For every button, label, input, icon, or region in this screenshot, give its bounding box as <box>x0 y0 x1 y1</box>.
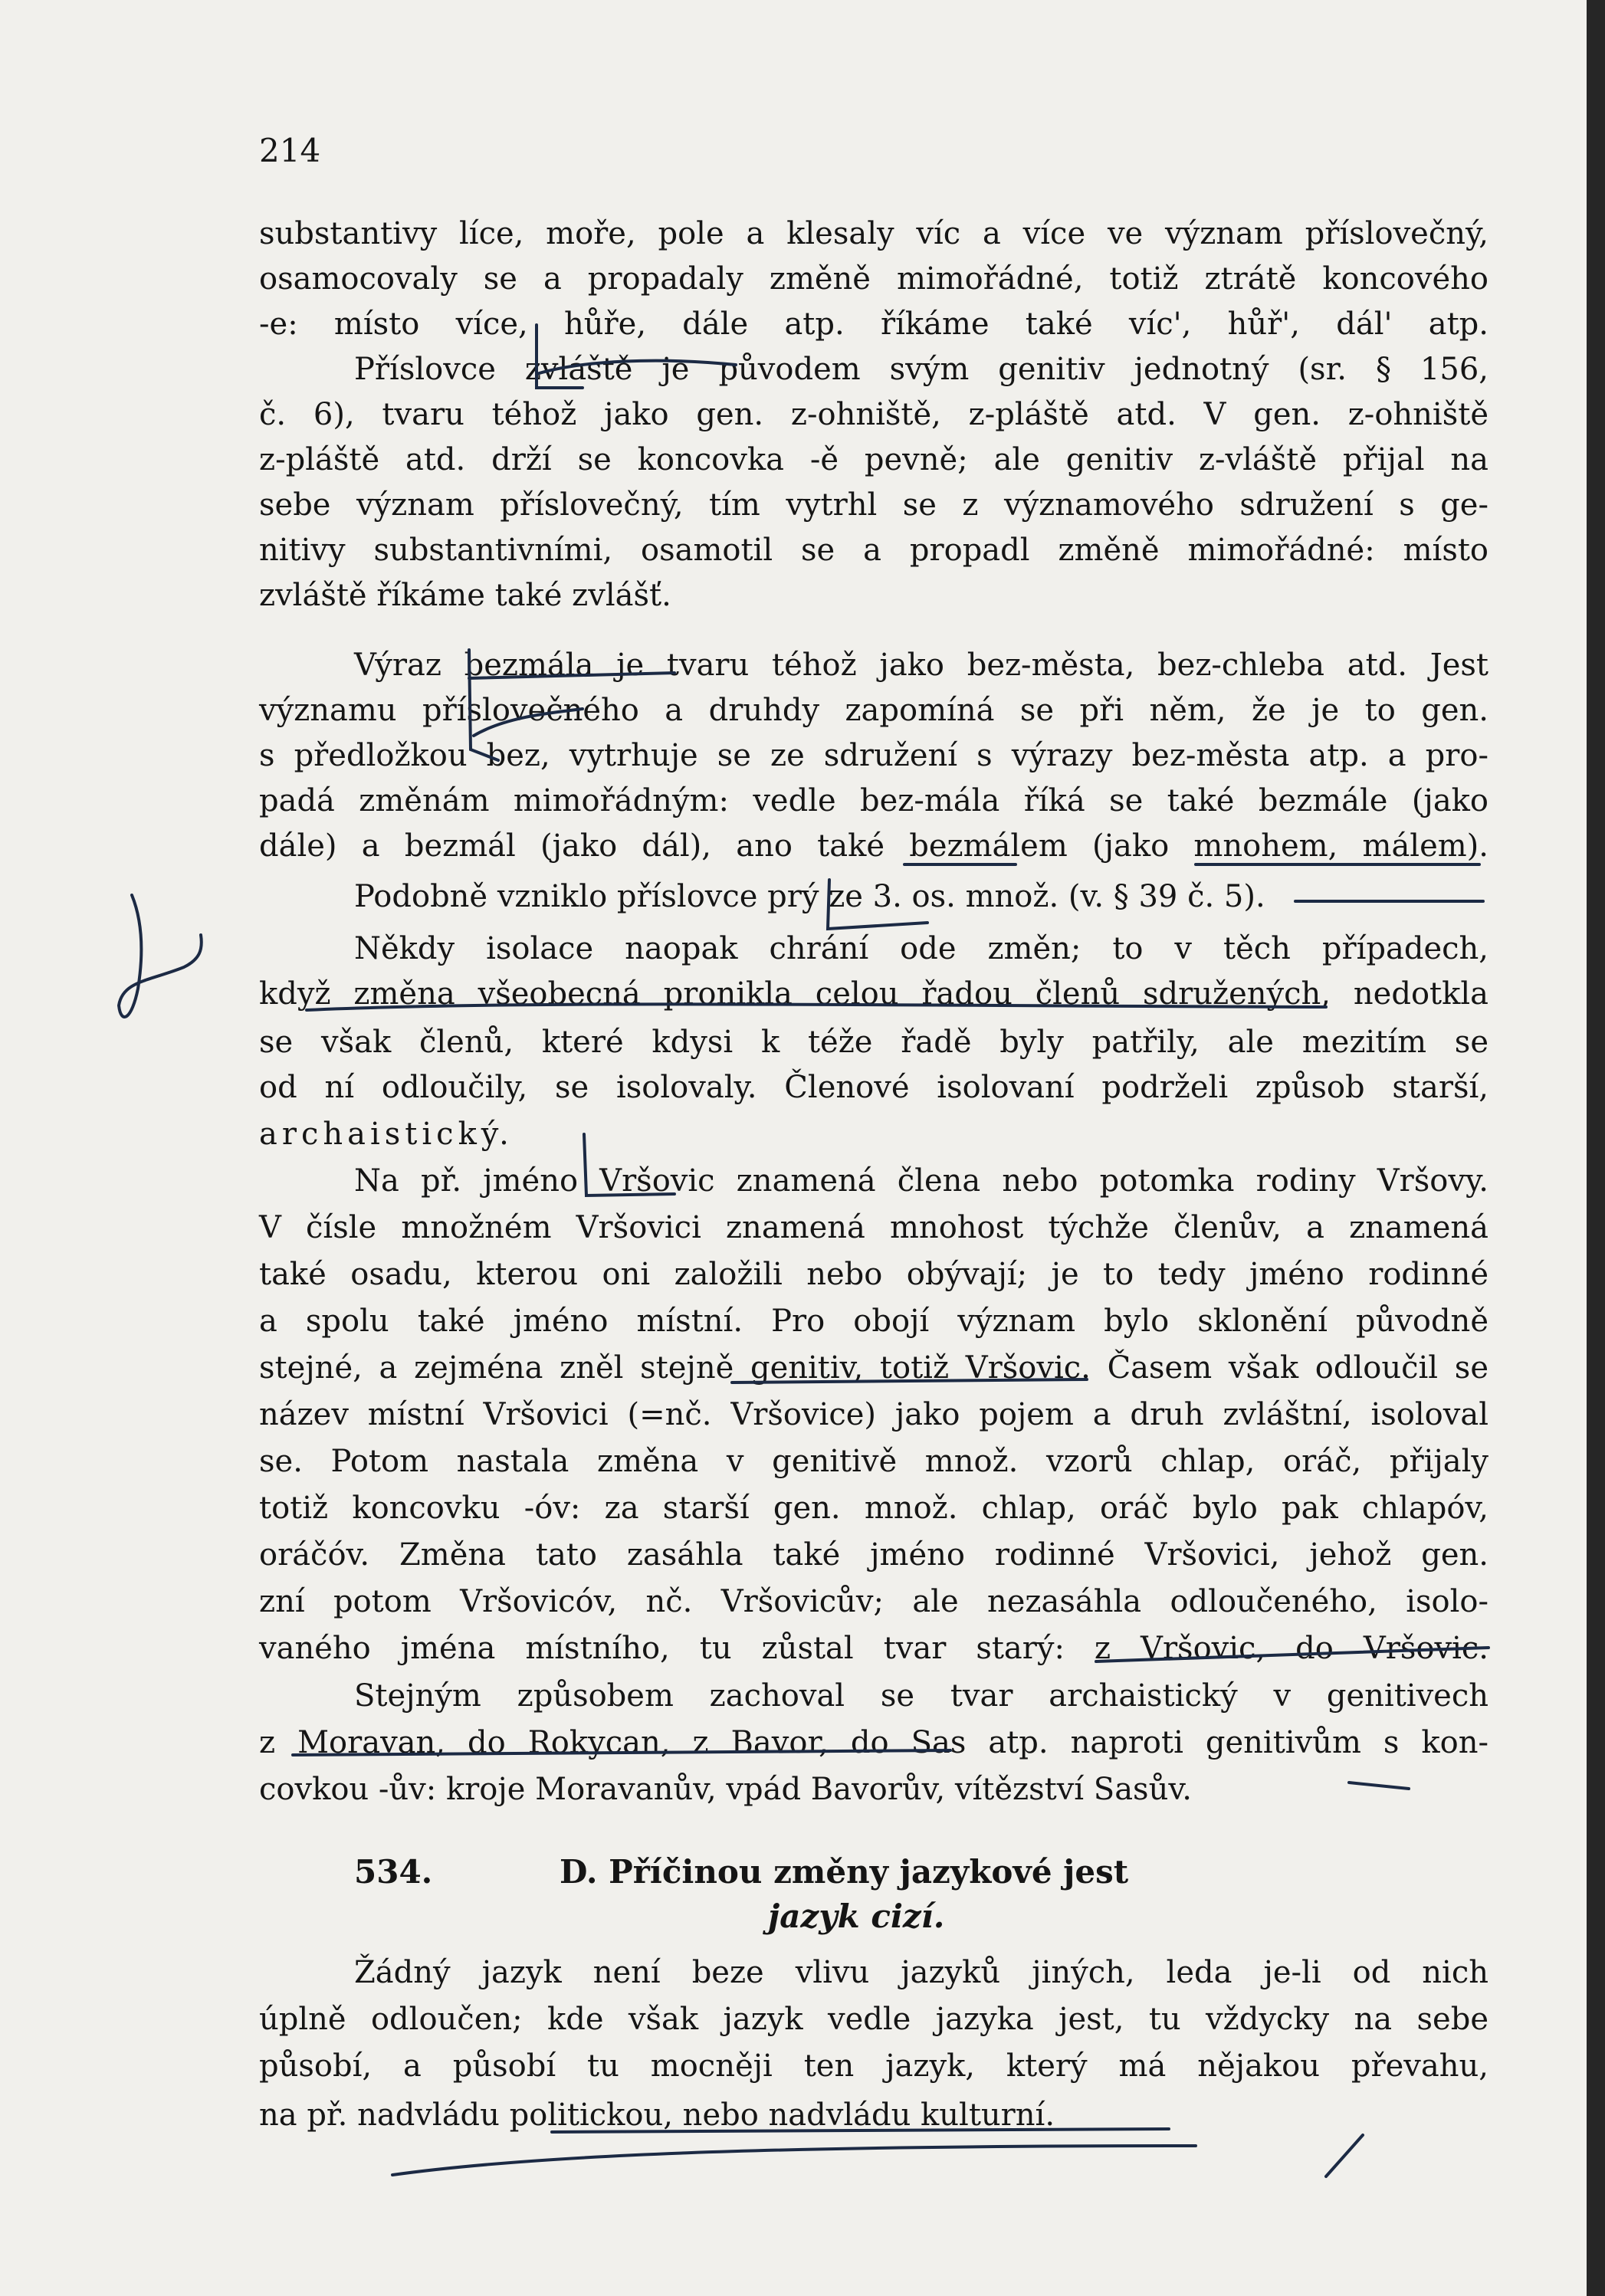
text-line: působí, a působí tu mocněji ten jazyk, který má nějakou převahu, <box>259 2048 1488 2084</box>
ink-underline <box>537 361 736 374</box>
text-line: na př. nadvládu politickou, nebo nadvládu kulturní. <box>259 2098 1055 2133</box>
text-line: č. 6), tvaru téhož jako gen. z-ohniště, z-pláště atd. V gen. z-ohniště <box>259 397 1488 432</box>
text-line: a spolu také jméno místní. Pro obojí význam bylo sklonění původně <box>259 1304 1488 1339</box>
ink-underline <box>732 1379 1087 1383</box>
text-line: také osadu, kterou oni založili nebo obývají; je to tedy jméno rodinné <box>259 1257 1488 1292</box>
ink-strike <box>552 2129 1169 2132</box>
text-line: sebe význam příslovečný, tím vytrhl se z významového sdružení s ge- <box>259 487 1488 523</box>
text-line: archaistický. <box>259 1117 514 1152</box>
text-line: se. Potom nastala změna v genitivě množ. vzorů chlap, oráč, přijaly <box>259 1444 1488 1479</box>
text-line: oráčóv. Změna tato zasáhla také jméno rodinné Vršovici, jehož gen. <box>259 1537 1488 1573</box>
text-line: z Moravan, do Rokycan, z Bavor, do Sas atp. naproti genitivům s kon- <box>259 1725 1488 1760</box>
ink-bracket-mark <box>537 325 583 388</box>
ink-tick <box>1326 2135 1363 2176</box>
text-line: padá změnám mimořádným: vedle bez-mála říká se také bezmále (jako <box>259 783 1488 818</box>
text-line: Výraz bezmála je tvaru téhož jako bez-města, bez-chleba atd. Jest <box>354 648 1488 683</box>
text-line: významu příslovečného a druhdy zapomíná se při něm, že je to gen. <box>259 693 1488 728</box>
ink-tick <box>1349 1783 1409 1789</box>
text-line: když změna všeobecná pronikla celou řadou členů sdružených, nedotkla <box>259 976 1488 1012</box>
text-line: zvláště říkáme také zvlášť. <box>259 578 671 613</box>
text-line: se však členů, které kdysi k téže řadě byly patřily, ale mezitím se <box>259 1025 1488 1060</box>
text-line: stejné, a zejména zněl stejně genitiv, totiž Vršovic. Časem však odloučil se <box>259 1350 1488 1386</box>
text-line: z-pláště atd. drží se koncovka -ě pevně; ale genitiv z-vláště přijal na <box>259 442 1488 477</box>
text-line: -e: místo více, hůře, dále atp. říkáme také víc', hůř', dál' atp. <box>259 307 1488 342</box>
text-line: název místní Vršovici (=nč. Vršovice) jako pojem a druh zvláštní, isoloval <box>259 1397 1488 1432</box>
section-title: D. Příčinou změny jazykové jest <box>560 1853 1129 1891</box>
text-line: Příslovce zvláště je původem svým genitiv jednotný (sr. § 156, <box>354 352 1488 387</box>
text-line: Stejným způsobem zachoval se tvar archaistický v genitivech <box>354 1678 1488 1714</box>
text-line: nitivy substantivními, osamotil se a propadl změně mimořádné: místo <box>259 533 1488 568</box>
text-line: osamocovaly se a propadaly změně mimořádné, totiž ztrátě koncového <box>259 261 1488 297</box>
text-line: vaného jména místního, tu zůstal tvar starý: z Vršovic, do Vršovic. <box>259 1631 1488 1666</box>
ink-underline <box>392 2146 1196 2175</box>
page-number: 214 <box>259 132 321 169</box>
ink-strike <box>1096 1648 1488 1661</box>
ink-bracket-mark <box>469 650 498 760</box>
ink-margin-number <box>119 895 202 1017</box>
text-line: covkou -ův: kroje Moravanův, vpád Bavorův, vítězství Sasův. <box>259 1772 1192 1807</box>
text-line: zní potom Vršovicóv, nč. Vršovicův; ale nezasáhla odloučeného, isolo- <box>259 1584 1488 1619</box>
text-line: úplně odloučen; kde však jazyk vedle jazyka jest, tu vždycky na sebe <box>259 2002 1488 2037</box>
ink-underline <box>293 1750 950 1755</box>
text-line: Někdy isolace naopak chrání ode změn; to v těch případech, <box>354 931 1488 966</box>
ink-bracket-mark <box>828 880 927 929</box>
text-line: Žádný jazyk není beze vlivu jazyků jiných, leda je-li od nich <box>354 1955 1488 1990</box>
section-subtitle: jazyk cizí. <box>768 1897 945 1935</box>
page-edge-shadow <box>1587 0 1605 2296</box>
ink-underline <box>469 673 674 678</box>
ink-stroke <box>474 709 583 736</box>
ink-underline <box>307 1004 1326 1010</box>
ink-bracket-mark <box>584 1134 674 1196</box>
text-line: Podobně vzniklo příslovce prý ze 3. os. množ. (v. § 39 č. 5). <box>354 879 1265 914</box>
text-line: s předložkou bez, vytrhuje se ze sdružení s výrazy bez-města atp. a pro- <box>259 738 1488 773</box>
text-line: substantivy líce, moře, pole a klesaly víc a více ve význam příslovečný, <box>259 216 1488 251</box>
text-line: V čísle množném Vršovici znamená mnohost týchže členův, a znamená <box>259 1210 1488 1245</box>
text-line: totiž koncovku -óv: za starší gen. množ. chlap, oráč bylo pak chlapóv, <box>259 1491 1488 1526</box>
section-number: 534. <box>354 1853 433 1891</box>
text-line: od ní odloučily, se isolovaly. Členové isolovaní podrželi způsob starší, <box>259 1070 1488 1105</box>
text-line: Na př. jméno Vršovic znamená člena nebo potomka rodiny Vršovy. <box>354 1163 1488 1199</box>
text-line: dále) a bezmál (jako dál), ano také bezmálem (jako mnohem, málem). <box>259 828 1488 864</box>
